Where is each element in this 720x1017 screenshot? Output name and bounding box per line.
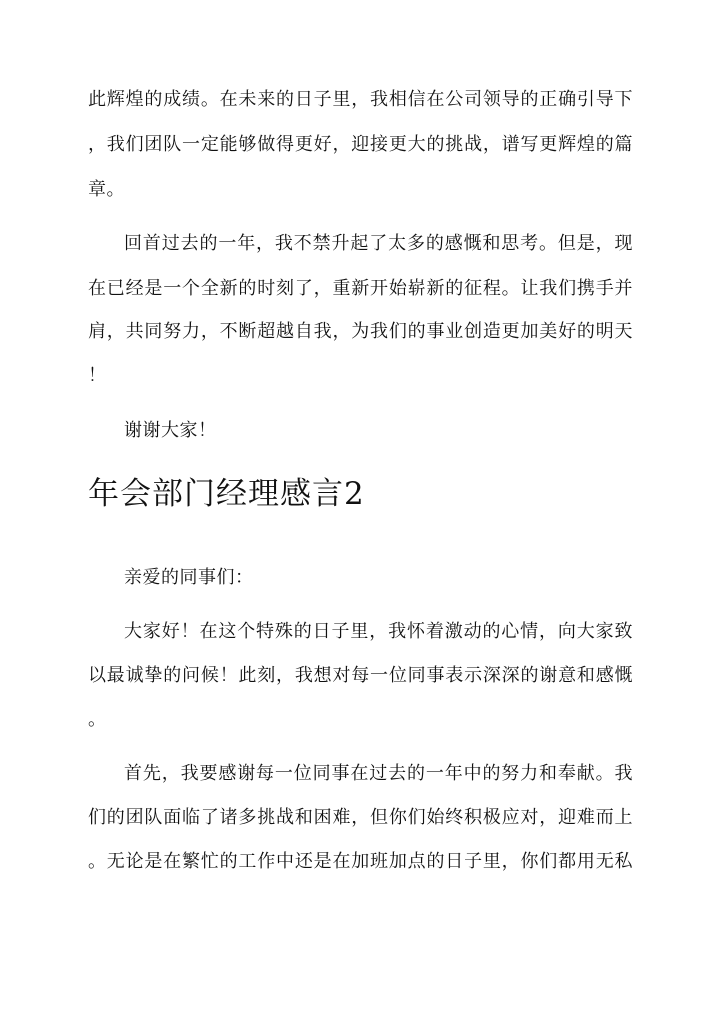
paragraph-line: 此辉煌的成绩。在未来的日子里，我相信在公司领导的正确引导下 [88,89,633,110]
paragraph-line: 大家好！在这个特殊的日子里，我怀着激动的心情，向大家致 [124,621,633,642]
paragraph-line: 首先，我要感谢每一位同事在过去的一年中的努力和奉献。我 [124,763,633,784]
paragraph-line: 亲爱的同事们： [124,567,254,588]
paragraph-line: 在已经是一个全新的时刻了，重新开始崭新的征程。让我们携手并 [88,278,633,299]
paragraph-line: 以最诚挚的问候！此刻，我想对每一位同事表示深深的谢意和感慨 [88,665,633,686]
paragraph-line: 肩，共同努力，不断超越自我，为我们的事业创造更加美好的明天 [88,321,633,342]
paragraph-line: 章。 [88,179,125,200]
paragraph-line: 回首过去的一年，我不禁升起了太多的感慨和思考。但是，现 [124,233,633,254]
section-heading: 年会部门经理感言2 [88,476,365,512]
paragraph-line: ，我们团队一定能够做得更好，迎接更大的挑战，谱写更辉煌的篇 [88,134,633,155]
paragraph-line: 们的团队面临了诸多挑战和困难，但你们始终积极应对，迎难而上 [88,807,633,828]
paragraph-line: 。无论是在繁忙的工作中还是在加班加点的日子里，你们都用无私 [88,851,633,872]
paragraph-line: 。 [88,709,107,730]
paragraph-line: 谢谢大家！ [124,420,217,441]
paragraph-line: ！ [88,365,107,386]
